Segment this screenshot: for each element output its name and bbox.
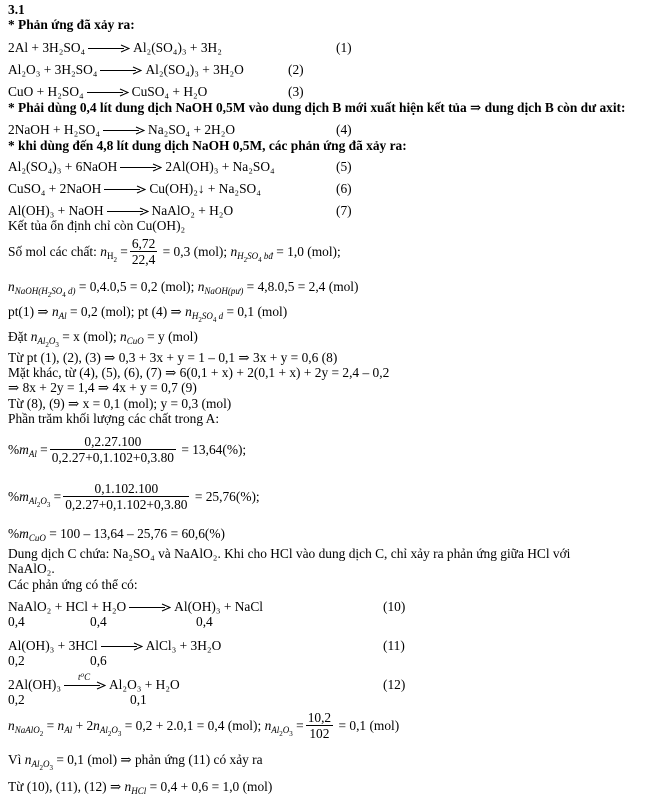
percent-al2o3-symbol: $\%m_{Al_2O_3}$ = [8, 488, 62, 509]
pt-part-a: pt(1) ⇒ [8, 304, 49, 319]
dat-line: Đặt $n_{Al_2O_3} = x$ (mol); $n_{CuO} = y$ (mol) [8, 329, 198, 349]
mole-h2so4-value: = 1,0 (mol); [276, 243, 341, 259]
fraction-denominator: 102 [309, 726, 330, 741]
section-heading: 3.1 [8, 2, 25, 17]
dat-part-c: = y (mol) [147, 329, 198, 344]
equation-5 [8, 159, 275, 174]
n-h2-symbol: $n_{H_2}$ = [100, 243, 128, 264]
eq10-lhs: NaAlO₂ + HCl + H₂O [8, 599, 127, 614]
mole-prefix: Số mol các chất: [8, 243, 97, 259]
arrow-icon [87, 88, 129, 97]
eq2-number: (2) [288, 62, 304, 77]
fraction-numerator: 6,72 [131, 236, 156, 251]
percent-al2o3 [8, 481, 260, 512]
tu-89-line: Từ (8), (9) ⇒ x = 0,1 (mol); y = 0,3 (mol) [8, 396, 232, 411]
eq4-number: (4) [336, 122, 352, 137]
temperature-condition: t⁰C [78, 672, 91, 683]
eq7-lhs: Al(OH)₃ + NaOH [8, 203, 104, 218]
percent-cuo: $\%m_{CuO} = 100 - 13,64 - 25,76 = 60,6(\%)$ [8, 526, 225, 543]
eq10-number: (10) [383, 599, 406, 614]
naoh-value-2: = 4,8.0,5 = 2,4 (mol) [246, 279, 359, 294]
eq3-rhs: CuSO₄ + H₂O [131, 84, 208, 99]
n-al-symbol: $n_{Al}$ [57, 717, 73, 735]
equation-4 [8, 122, 235, 137]
equation-3 [8, 84, 207, 99]
eq10-rhs: Al(OH)₃ + NaCl [174, 599, 264, 614]
eq10-mol-1: 0,4 [8, 614, 25, 629]
naoh-value-1: = 0,4.0,5 = 0,2 (mol); [78, 279, 195, 294]
implies-line: ⇒ 8x + 2y = 1,4 ⇒ 4x + y = 0,7 (9) [8, 380, 197, 395]
equation-6 [8, 181, 261, 196]
arrow-icon [64, 672, 106, 690]
eq1-lhs: 2Al + 3H₂SO₄ [8, 40, 86, 55]
eq5-lhs: Al₂(SO₄)₃ + 6NaOH [8, 159, 118, 174]
note-2: * khi dùng đến 4,8 lít dung dịch NaOH 0,5M, các phản ứng đã xảy ra: [8, 138, 407, 153]
naalo2-value: = 0,2 + 2.0,1 = 0,4 (mol); [124, 717, 262, 733]
eq12-mol-2: 0,1 [130, 692, 147, 707]
percent-al2o3-value: = 25,76(%); [194, 488, 260, 504]
final-part-b: = 0,4 + 0,6 = 1,0 (mol) [149, 779, 273, 794]
pt-line: pt(1) ⇒ $n_{Al} = 0,2$ (mol); pt (4) ⇒ $n_{H_2SO_4 d} = 0,1$ (mol) [8, 304, 288, 324]
note-3: Kết tủa ổn định chỉ còn Cu(OH)₂ [8, 218, 186, 233]
final-line: Từ (10), (11), (12) ⇒ $n_{HCl} = 0,4 + 0,6 = 1,0$ (mol) [8, 779, 273, 796]
arrow-icon [100, 66, 142, 75]
reactions-title: * Phản ứng đã xảy ra: [8, 17, 135, 32]
cac-pu-line: Các phản ứng có thể có: [8, 577, 138, 592]
mole-h2-value: = 0,3 (mol); [162, 243, 228, 259]
mole-fraction [130, 236, 157, 267]
naalo2-line [8, 710, 399, 741]
eq11-mol-2: 0,6 [90, 653, 107, 668]
fraction-denominator: 0,2.27+0,1.102+0,3.80 [65, 497, 188, 512]
phan-tram-line: Phần trăm khối lượng các chất trong A: [8, 411, 220, 426]
arrow-icon [129, 603, 171, 612]
eq12-mol-1: 0,2 [8, 692, 25, 707]
eq2-rhs: Al₂(SO₄)₃ + 3H₂O [145, 62, 244, 77]
eq11-rhs: AlCl₃ + 3H₂O [145, 638, 222, 653]
n-al2o3-symbol-2: $n_{Al_2O_3}$ = [264, 717, 304, 738]
fraction-denominator: 22,4 [131, 252, 156, 267]
equation-2 [8, 62, 244, 77]
vi-line: Vì $n_{Al_2O_3} = 0,1$ (mol) ⇒ phản ứng (11) có xảy ra [8, 752, 263, 772]
eq6-number: (6) [336, 181, 352, 196]
eq12-lhs: 2Al(OH)₃ [8, 677, 62, 692]
equation-1 [8, 40, 222, 55]
tu-pt-line: Từ pt (1), (2), (3) ⇒ 0,3 + 3x + y = 1 – 0,1 ⇒ 3x + y = 0,6 (8) [8, 350, 338, 365]
eq2-lhs: Al₂O₃ + 3H₂SO₄ [8, 62, 98, 77]
eq12-number: (12) [383, 677, 406, 692]
pt-part-c: = 0,1 (mol) [226, 304, 288, 319]
arrow-icon [107, 207, 149, 216]
eq11-number: (11) [383, 638, 405, 653]
vi-part-a: Vì [8, 752, 22, 767]
percent-al [8, 434, 246, 465]
note-1: * Phải dùng 0,4 lít dung dịch NaOH 0,5M vào dung dịch B mới xuất hiện kết tủa ⇒ dung dịch B còn dư axit: [8, 100, 626, 115]
eq12-rhs: Al₂O₃ + H₂O [109, 677, 180, 692]
eq4-rhs: Na₂SO₄ + 2H₂O [148, 122, 236, 137]
mat-khac-line: Mặt khác, từ (4), (5), (6), (7) ⇒ 6(0,1 + x) + 2(0,1 + x) + 2y = 2,4 – 0,2 [8, 365, 390, 380]
arrow-icon [120, 163, 162, 172]
eq1-number: (1) [336, 40, 352, 55]
fraction-numerator: 10,2 [307, 710, 332, 725]
dd-c-line-2: NaAlO₂. [8, 561, 55, 576]
percent-al-symbol: $\%m_{Al}$ = [8, 441, 48, 459]
arrow-icon [104, 185, 146, 194]
eq7-number: (7) [336, 203, 352, 218]
eq5-number: (5) [336, 159, 352, 174]
percent-al-fraction [50, 434, 176, 465]
percent-al2o3-fraction [63, 481, 189, 512]
eq10-mol-3: 0,4 [196, 614, 213, 629]
eq4-lhs: 2NaOH + H₂SO₄ [8, 122, 101, 137]
equation-10 [8, 599, 263, 614]
dat-part-b: = x (mol); [62, 329, 117, 344]
naalo2-eq: = [46, 717, 55, 733]
eq11-lhs: Al(OH)₃ + 3HCl [8, 638, 98, 653]
dat-part-a: Đặt [8, 329, 28, 344]
percent-al-value: = 13,64(%); [181, 441, 247, 457]
arrow-icon [101, 642, 143, 651]
vi-part-b: = 0,1 (mol) ⇒ phản ứng (11) có xảy ra [56, 752, 263, 767]
eq11-mol-1: 0,2 [8, 653, 25, 668]
eq3-lhs: CuO + H₂SO₄ [8, 84, 84, 99]
fraction-numerator: 0,1.102.100 [63, 481, 189, 497]
eq5-rhs: 2Al(OH)₃ + Na₂SO₄ [165, 159, 275, 174]
percent-cuo-value: = 100 – 13,64 – 25,76 = 60,6(%) [49, 526, 225, 541]
n-h2so4-symbol: $n_{H_2SO_4 bđ}$ [230, 243, 273, 264]
equation-12 [8, 672, 180, 692]
equation-7 [8, 203, 233, 218]
dd-c-line-1: Dung dịch C chứa: Na₂SO₄ và NaAlO₂. Khi cho HCl vào dung dịch C, chỉ xảy ra phản ứng giữa HCl với [8, 546, 571, 561]
arrow-icon [88, 44, 130, 53]
fraction-denominator: 0,2.27+0,1.102+0,3.80 [51, 450, 174, 465]
eq6-lhs: CuSO₄ + 2NaOH [8, 181, 102, 196]
eq3-number: (3) [288, 84, 304, 99]
naoh-line: $n_{NaOH(H_2SO_4 d)} = 0,4.0,5 = 0,2$ (mol); $n_{NaOH(pư)} = 4,8.0,5 = 2,4$ (mol) [8, 279, 359, 299]
eq7-rhs: NaAlO₂ + H₂O [151, 203, 234, 218]
final-part-a: Từ (10), (11), (12) ⇒ [8, 779, 122, 794]
mole-line [8, 236, 341, 267]
arrow-icon [103, 126, 145, 135]
n-naalo2-symbol: $n_{NaAlO_2}$ [8, 717, 44, 738]
eq6-rhs: Cu(OH)₂↓ + Na₂SO₄ [149, 181, 261, 196]
al2o3-fraction [306, 710, 333, 741]
pt-part-b: = 0,2 (mol); pt (4) ⇒ [70, 304, 182, 319]
al2o3-value: = 0,1 (mol) [338, 717, 400, 733]
eq1-rhs: Al₂(SO₄)₃ + 3H₂ [133, 40, 222, 55]
eq10-mol-2: 0,4 [90, 614, 107, 629]
naalo2-plus: + 2 [75, 717, 94, 733]
n-al2o3-symbol: $n_{Al_2O_3}$ [93, 717, 122, 738]
equation-11 [8, 638, 221, 653]
fraction-numerator: 0,2.27.100 [50, 434, 176, 450]
